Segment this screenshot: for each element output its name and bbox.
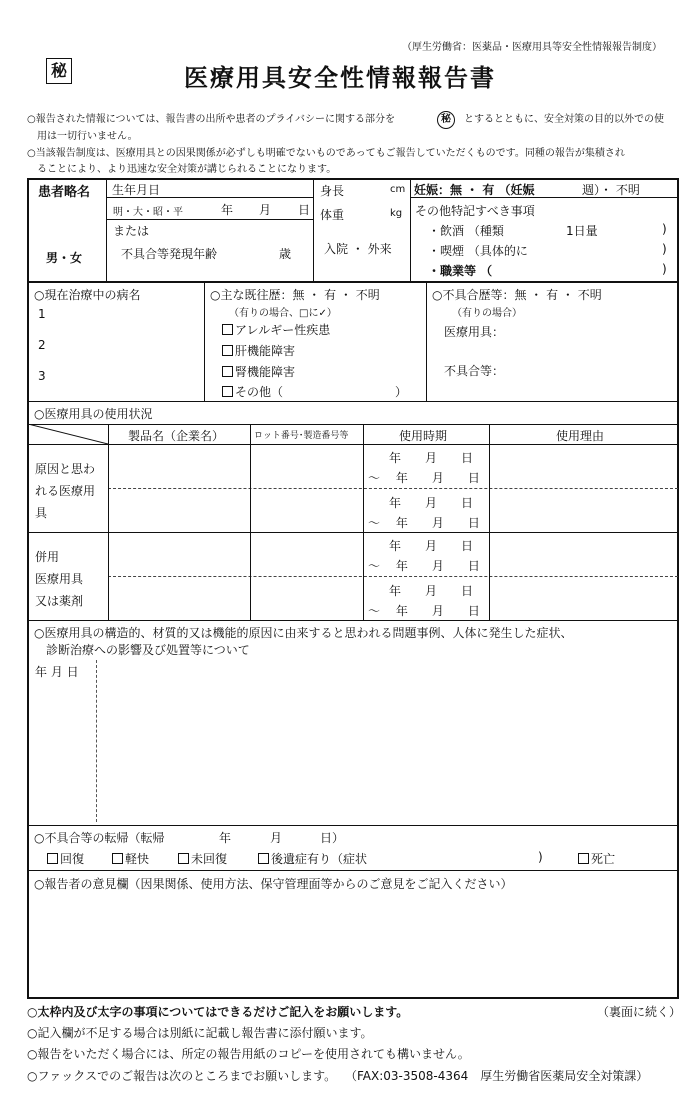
birth-or: または: [113, 224, 150, 238]
defect-history-label: ○不具合歴等：無 ・ 有 ・ 不明: [432, 288, 602, 302]
birth-era: 明・大・昭・平: [113, 207, 183, 218]
opinion-textarea[interactable]: [30, 895, 675, 995]
note-privacy-3: 用は一切行いません。: [37, 131, 138, 142]
period-from[interactable]: 年 月 日: [389, 451, 474, 465]
problem-bottom: [28, 825, 678, 826]
footer-note-3: ○報告をいただく場合には、所定の報告用紙のコピーを使用されても構いません。: [27, 1047, 470, 1061]
row-concomitant-label: 医療用具: [35, 572, 84, 586]
problem-date-label: 年 月 日: [35, 665, 79, 679]
paren-close: ): [538, 850, 543, 864]
period-to[interactable]: 〜 年 月 日: [368, 471, 480, 485]
occupation-field[interactable]: ・職業等 （: [428, 264, 493, 278]
past-history-note: （有りの場合、□に✓）: [229, 308, 337, 319]
current-disease-label: ○現在治療中の病名: [34, 288, 141, 302]
footer-note-4: ○ファックスでのご報告は次のところまでお願いします。: [27, 1069, 337, 1083]
outcome-day: 日）: [320, 831, 345, 845]
pregnancy-field[interactable]: 妊娠：無 ・ 有 （妊娠: [414, 183, 535, 197]
paren-close: ): [662, 222, 667, 236]
age-unit: 歳: [279, 247, 292, 261]
pregnancy-week: 週）・ 不明: [582, 183, 640, 197]
note-system-2: ることにより、より迅速な安全対策が講じられることになります。: [37, 164, 337, 175]
height-label: 身長: [320, 184, 345, 198]
usage-label: ○医療用具の使用状況: [34, 407, 153, 421]
outcome-death[interactable]: 死亡: [578, 850, 615, 867]
past-history-label: ○主な既往歴：無 ・ 有 ・ 不明: [210, 288, 380, 302]
outcome-label: ○不具合等の転帰（転帰: [34, 831, 165, 845]
opinion-label: ○報告者の意見欄（因果関係、使用方法、保守管理面等からのご意見をご記入ください）: [34, 877, 513, 891]
other-notes-label: その他特記すべき事項: [415, 204, 535, 218]
age-label: 不具合等発現年齢: [121, 247, 218, 261]
secret-mark: 秘: [46, 58, 72, 84]
disease-1[interactable]: 1: [38, 307, 46, 321]
birth-year: 年: [221, 203, 234, 217]
footer-note-1: ○太枠内及び太字の事項についてはできるだけご記入をお願いします。: [27, 1005, 409, 1019]
secret-circle-icon: 秘: [437, 107, 455, 129]
note-privacy-1: ○報告された情報については、報告書の出所や患者のプライバシーに関する部分を: [27, 114, 396, 125]
header-diagonal: [28, 424, 108, 444]
note-privacy-2: とするとともに、安全対策の目的以外での使: [464, 114, 664, 125]
row-concomitant-label: 又は薬剤: [35, 594, 84, 608]
footer-note-2: ○記入欄が不足する場合は別紙に記載し報告書に添付願います。: [27, 1026, 373, 1040]
paren-close: ）: [395, 385, 408, 399]
problem-label: ○医療用具の構造的、材質的又は機能的原因に由来すると思われる問題事例、人体に発生した症状、: [34, 626, 573, 640]
defect-field[interactable]: 不具合等：: [444, 364, 505, 378]
other-history-checkbox[interactable]: その他（: [222, 383, 283, 400]
liver-checkbox[interactable]: 肝機能障害: [222, 342, 295, 359]
note-system-1: ○当該報告制度は、医療用具との因果関係が必ずしも明確でないものであってもご報告していただくものです。同種の報告が集積され: [27, 148, 625, 159]
row-suspect-label: 具: [35, 506, 48, 520]
row-suspect-label: れる医療用: [35, 484, 96, 498]
weight-unit: kg: [390, 208, 403, 219]
outcome-sequelae[interactable]: 後遺症有り（症状: [258, 850, 367, 867]
admission-field[interactable]: 入院 ・ 外来: [324, 242, 392, 256]
outcome-improved[interactable]: 軽快: [112, 850, 149, 867]
defect-history-note: （有りの場合）: [452, 308, 522, 319]
outcome-unrecovered[interactable]: 未回復: [178, 850, 227, 867]
period-from[interactable]: 年 月 日: [389, 539, 474, 553]
col-reason: 使用理由: [556, 429, 605, 443]
col-period: 使用時期: [399, 429, 448, 443]
problem-label-2: 診断治療への影響及び処置等について: [34, 643, 250, 657]
birth-label: 生年月日: [112, 183, 161, 197]
period-from[interactable]: 年 月 日: [389, 584, 474, 598]
outcome-month: 月: [270, 831, 283, 845]
row-concomitant-label: 併用: [35, 550, 60, 564]
drinking-amount: 1日量: [566, 224, 598, 238]
fax-info: （FAX:03-3508-4364 厚生労働省医薬局安全対策課）: [345, 1069, 649, 1083]
period-to[interactable]: 〜 年 月 日: [368, 516, 480, 530]
sex-field[interactable]: 男・女: [46, 251, 83, 265]
paren-close: ): [662, 262, 667, 276]
drinking-field[interactable]: ・飲酒 （種類: [428, 224, 504, 238]
smoking-field[interactable]: ・喫煙 （具体的に: [428, 244, 528, 258]
birth-day: 日: [298, 203, 311, 217]
disease-2[interactable]: 2: [38, 338, 46, 352]
row-suspect-label: 原因と思わ: [35, 462, 96, 476]
disease-3[interactable]: 3: [38, 369, 46, 383]
outcome-year: 年: [219, 831, 232, 845]
kidney-checkbox[interactable]: 腎機能障害: [222, 363, 295, 380]
patient-name-label: 患者略名: [38, 185, 91, 200]
period-from[interactable]: 年 月 日: [389, 496, 474, 510]
birth-month: 月: [259, 203, 272, 217]
source-note: （厚生労働省：医薬品・医療用具等安全性情報報告制度）: [402, 42, 662, 53]
page-title: 医療用具安全性情報報告書: [184, 63, 496, 92]
period-to[interactable]: 〜 年 月 日: [368, 559, 480, 573]
col-lot: ロット番号･製造番号等: [254, 431, 349, 441]
continue-note: （裏面に続く）: [597, 1005, 682, 1019]
height-unit: cm: [390, 184, 406, 195]
period-to[interactable]: 〜 年 月 日: [368, 604, 480, 618]
outcome-recovered[interactable]: 回復: [47, 850, 84, 867]
weight-label: 体重: [320, 208, 345, 222]
paren-close: ): [662, 242, 667, 256]
defect-device-field[interactable]: 医療用具：: [444, 325, 505, 339]
allergy-checkbox[interactable]: アレルギー性疾患: [222, 321, 330, 338]
col-product: 製品名（企業名）: [128, 429, 225, 443]
